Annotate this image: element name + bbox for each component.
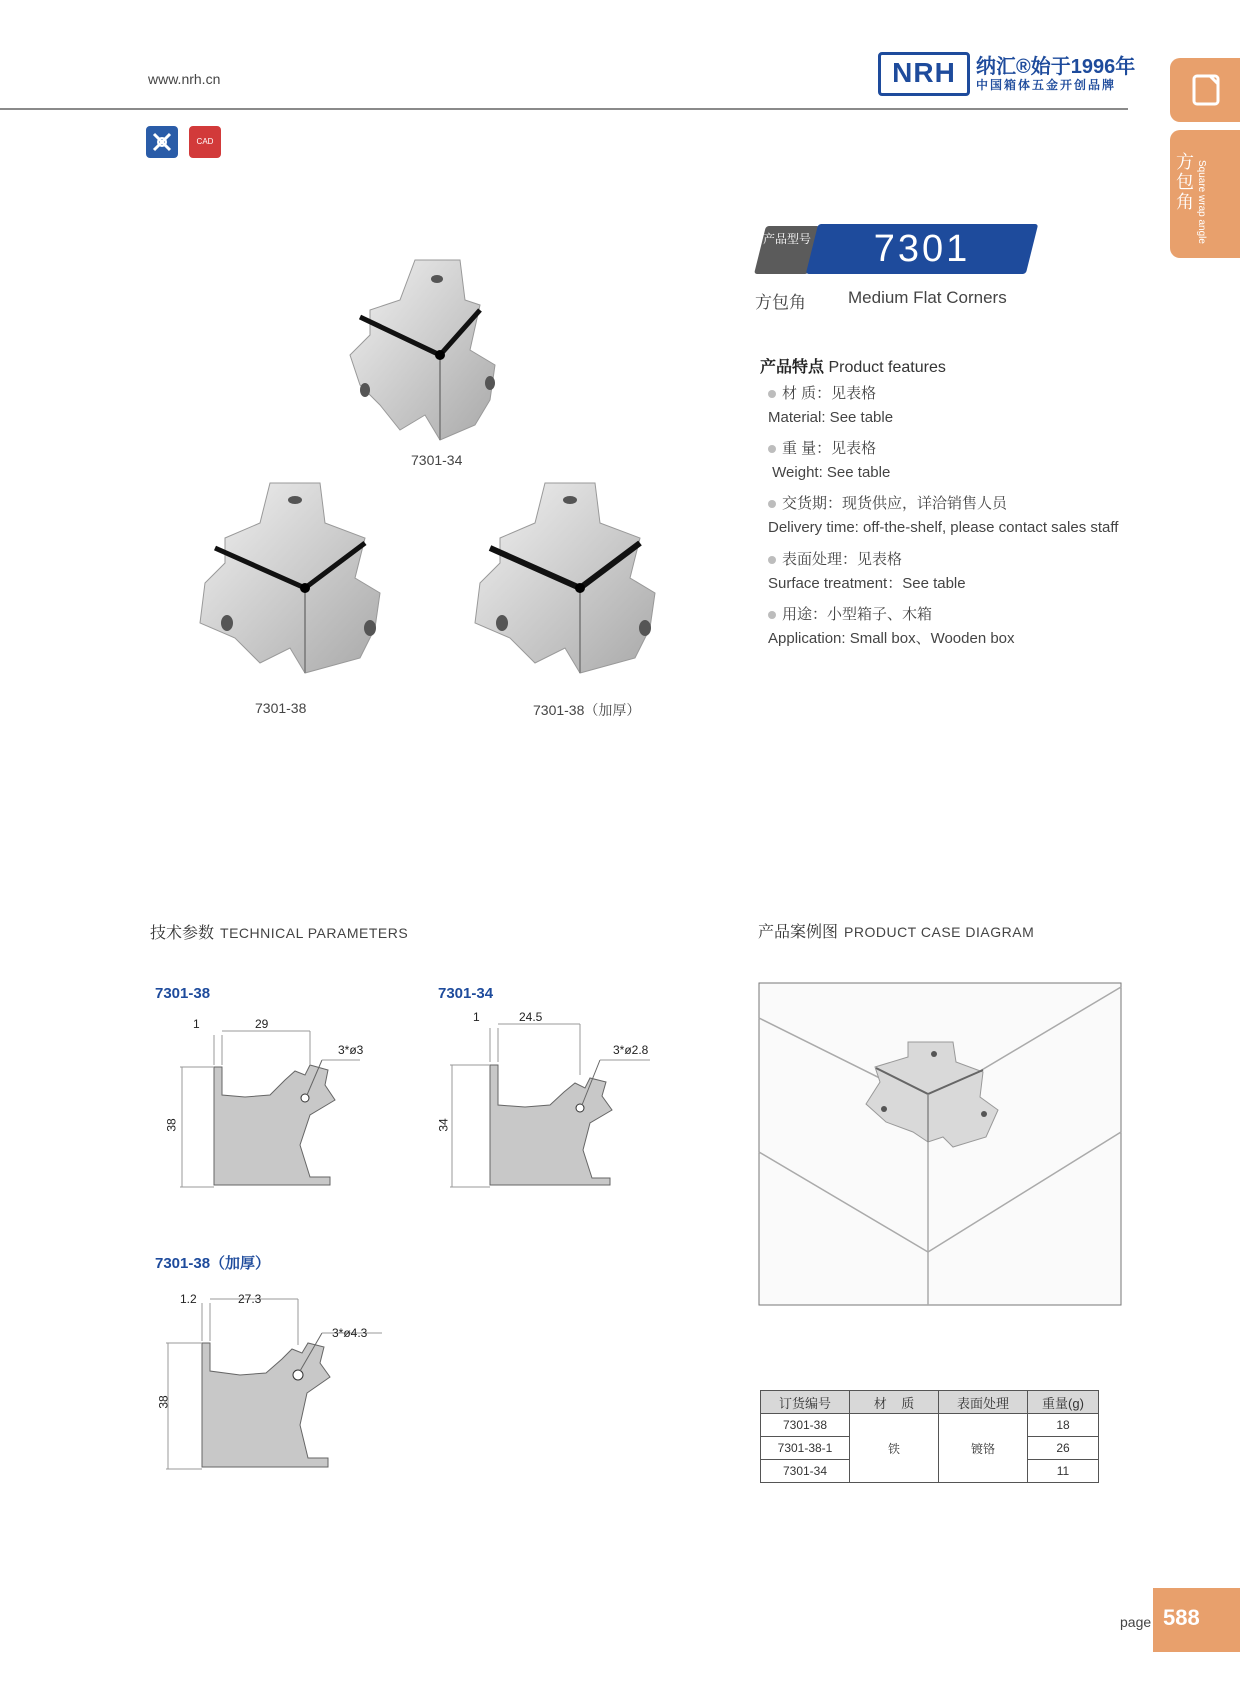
th-surface: 表面处理	[939, 1391, 1028, 1414]
drawing-title: 7301-34	[438, 985, 494, 1002]
feature-item: 重 量：见表格 Weight: See table	[768, 440, 891, 481]
th-weight: 重量(g)	[1028, 1391, 1099, 1414]
dim-height: 38	[156, 1395, 171, 1409]
product-image-7301-38	[195, 478, 395, 678]
cell-material: 铁	[850, 1414, 939, 1483]
cell-weight: 18	[1028, 1414, 1099, 1437]
side-tab-en: Square wrap angle	[1196, 160, 1207, 244]
table-row	[761, 1414, 1099, 1437]
bullet-icon	[768, 390, 776, 398]
website-url[interactable]: www.nrh.cn	[148, 71, 221, 87]
side-doc-tab[interactable]	[1170, 58, 1240, 122]
document-icon	[1170, 58, 1240, 122]
product-caption: 7301-38（加厚）	[533, 702, 641, 718]
dim-hole: 3*ø3	[338, 1043, 364, 1057]
feature-item: 交货期：现货供应，详洽销售人员 Delivery time: off-the-shelf, please contact sales staff	[768, 495, 1119, 536]
drawing-title: 7301-38	[155, 985, 211, 1002]
page-label: page	[1120, 1614, 1152, 1630]
drawing-7301-38	[160, 1015, 380, 1195]
product-name-cn: 方包角	[755, 293, 806, 312]
case-title: 产品案例图 PRODUCT CASE DIAGRAM	[758, 924, 1035, 941]
feature-item: 用途：小型箱子、木箱 Application: Small box、Wooden box	[768, 606, 1015, 647]
tools-icon	[146, 126, 178, 158]
drawing-7301-34	[440, 1010, 660, 1190]
side-tab-cn: 方包角	[1176, 152, 1194, 212]
brand-subtitle: 中国箱体五金开创品牌	[976, 78, 1117, 92]
model-number: 7301	[873, 228, 971, 270]
brand-logo: NRH	[878, 52, 970, 96]
dim-hole: 3*ø4.3	[332, 1326, 368, 1340]
product-image-7301-34	[340, 255, 540, 445]
bullet-icon	[768, 556, 776, 564]
cell-weight: 26	[1028, 1437, 1099, 1460]
drawing-title: 7301-38（加厚）	[155, 1255, 271, 1272]
3d-model-badge[interactable]	[146, 126, 178, 158]
bullet-icon	[768, 500, 776, 508]
page-number: 588	[1153, 1588, 1240, 1652]
features-title: 产品特点 Product features	[760, 359, 946, 376]
product-name-en: Medium Flat Corners	[848, 288, 1007, 307]
header-rule	[0, 108, 1128, 110]
model-label: 产品型号	[762, 232, 811, 246]
drawing-7301-38-thick	[160, 1285, 390, 1475]
dim-height: 38	[164, 1118, 179, 1132]
dim-width: 24.5	[519, 1010, 543, 1024]
bullet-icon	[768, 611, 776, 619]
th-material: 材 质	[850, 1391, 939, 1414]
cell-code: 7301-38	[761, 1414, 850, 1437]
dim-thickness: 1.2	[180, 1292, 197, 1306]
dim-thickness: 1	[193, 1017, 200, 1031]
spec-table	[760, 1390, 1099, 1483]
feature-item: 材 质：见表格 Material: See table	[768, 385, 894, 426]
product-caption: 7301-38	[255, 700, 307, 716]
cell-surface: 镀铬	[939, 1414, 1028, 1483]
feature-item: 表面处理：见表格 Surface treatment：See table	[768, 551, 966, 592]
th-code: 订货编号	[761, 1391, 850, 1414]
cell-weight: 11	[1028, 1460, 1099, 1483]
bullet-icon	[768, 445, 776, 453]
cad-badge[interactable]: CAD	[189, 126, 221, 158]
dim-thickness: 1	[473, 1010, 480, 1024]
brand-slogan: 纳汇®始于1996年	[976, 56, 1136, 78]
cell-code: 7301-34	[761, 1460, 850, 1483]
product-image-7301-38-thick	[470, 478, 670, 678]
dim-hole: 3*ø2.8	[613, 1043, 649, 1057]
case-diagram	[758, 982, 1122, 1306]
dim-height: 34	[436, 1118, 451, 1132]
product-caption: 7301-34	[411, 452, 463, 468]
cell-code: 7301-38-1	[761, 1437, 850, 1460]
technical-title: 技术参数 TECHNICAL PARAMETERS	[150, 925, 409, 942]
dim-width: 29	[255, 1017, 269, 1031]
dim-width: 27.3	[238, 1292, 262, 1306]
